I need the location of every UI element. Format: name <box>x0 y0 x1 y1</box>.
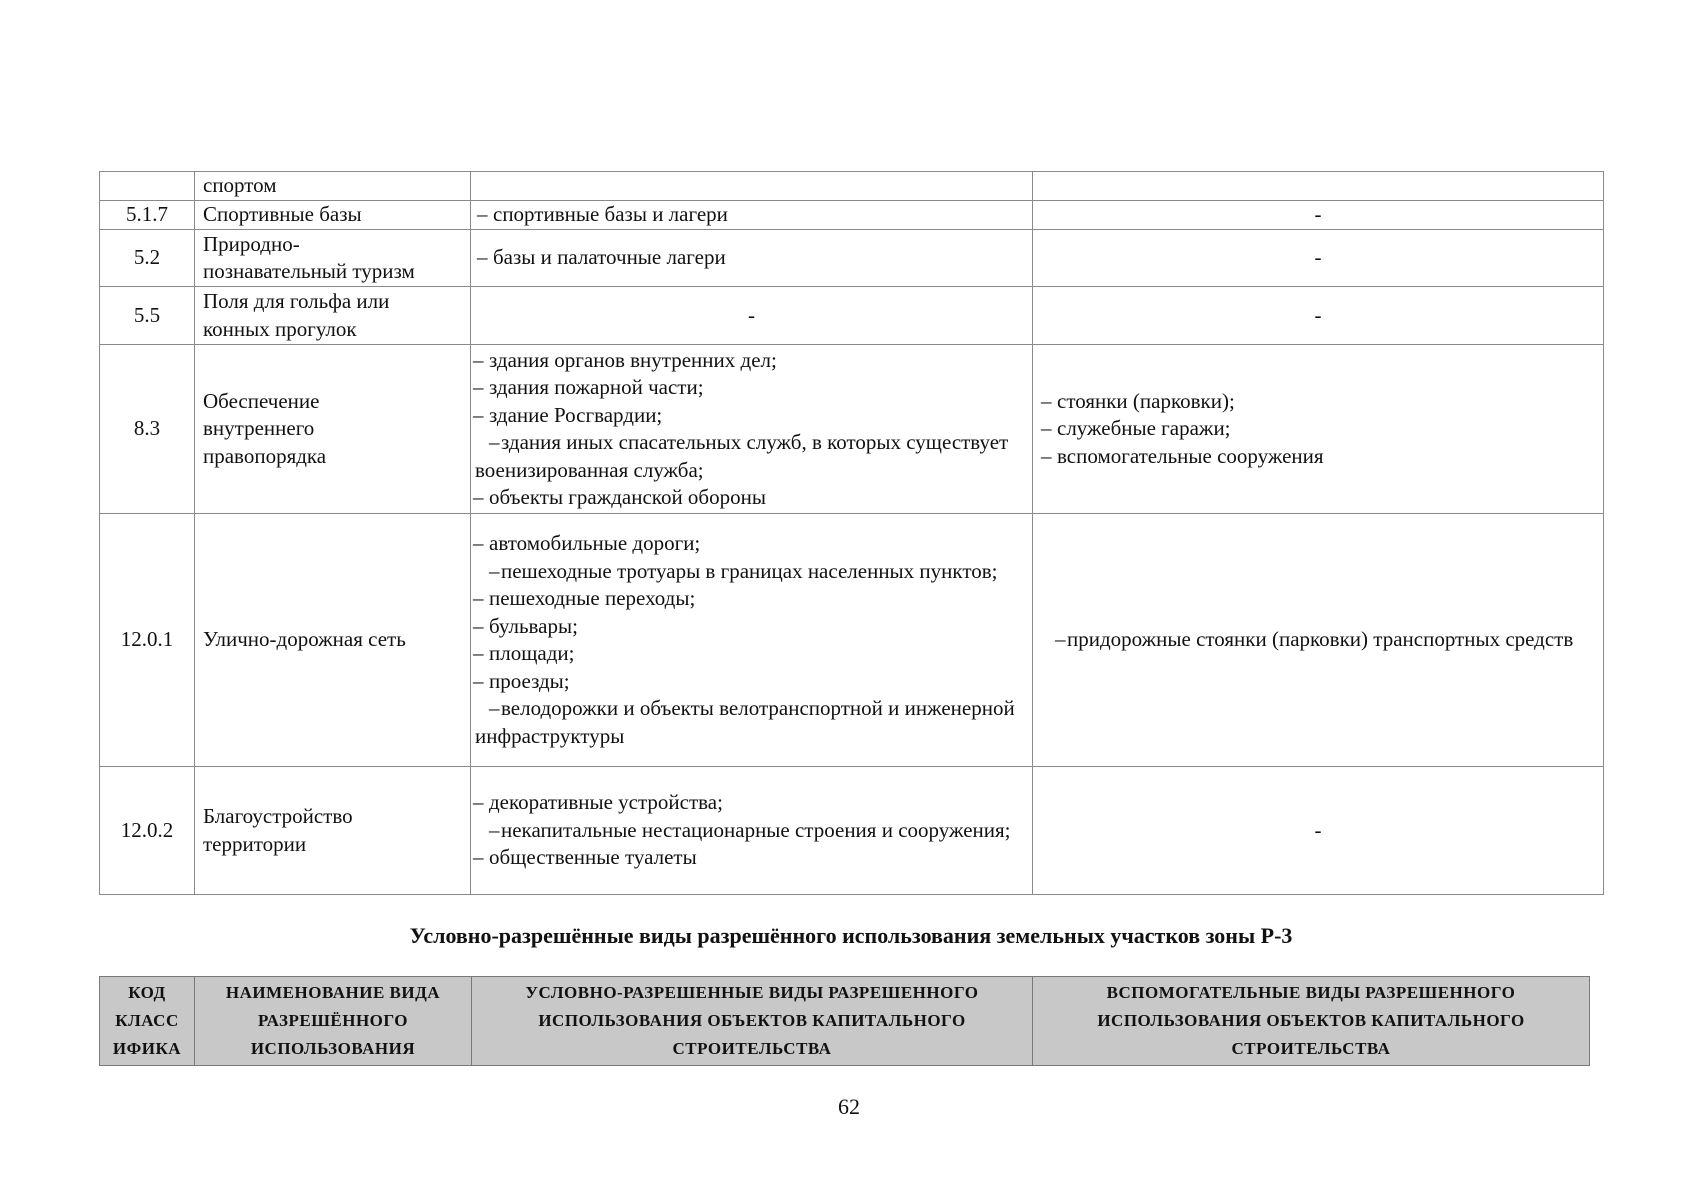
list-item: – вспомогательные сооружения <box>1041 443 1595 471</box>
name-line: внутреннего <box>203 416 315 441</box>
name-cell <box>195 345 471 514</box>
name-line: Обеспечение <box>203 388 320 413</box>
column-header-table <box>99 976 1590 1066</box>
list-item: – придорожные стоянки (парковки) транспортных средств <box>1041 626 1595 654</box>
list-item: – площади; <box>475 640 1024 668</box>
table-row <box>100 172 1604 201</box>
list-item: – декоративные устройства; <box>475 789 1024 817</box>
header-line: ИСПОЛЬЗОВАНИЯ ОБЪЕКТОВ КАПИТАЛЬНОГО <box>1097 1011 1525 1030</box>
code-cell: 5.1.7 <box>100 201 195 230</box>
main-uses-cell <box>471 767 1033 895</box>
name-cell <box>195 172 471 201</box>
name-line: Улично-дорожная сеть <box>203 627 406 652</box>
code-cell: 5.2 <box>100 230 195 287</box>
main-uses-cell <box>471 201 1033 230</box>
list-item: – общественные туалеты <box>475 844 1024 872</box>
header-line: СТРОИТЕЛЬСТВА <box>1231 1039 1391 1058</box>
header-name <box>195 977 472 1066</box>
main-uses-cell: - <box>471 287 1033 345</box>
list-item: – бульвары; <box>475 613 1024 641</box>
name-line: Поля для гольфа или <box>203 289 390 313</box>
header-line: КОД <box>128 983 166 1002</box>
page-number: 62 <box>838 1094 860 1119</box>
header-conditional-uses <box>472 977 1033 1066</box>
list-item: – пешеходные переходы; <box>475 585 1024 613</box>
aux-uses-cell <box>1033 345 1604 514</box>
header-line: ИСПОЛЬЗОВАНИЯ <box>250 1039 416 1058</box>
list-item: – базы и палаточные лагери <box>479 244 1024 272</box>
land-use-table <box>99 171 1604 895</box>
aux-uses-cell: - <box>1033 230 1604 287</box>
code-cell: 12.0.1 <box>100 514 195 767</box>
main-uses-cell <box>471 230 1033 287</box>
name-line: Спортивные базы <box>203 202 362 227</box>
header-line: ИСПОЛЬЗОВАНИЯ ОБЪЕКТОВ КАПИТАЛЬНОГО <box>538 1011 966 1030</box>
table-row <box>100 767 1604 895</box>
header-line: СТРОИТЕЛЬСТВА <box>672 1039 832 1058</box>
table-row <box>100 287 1604 345</box>
name-cell <box>195 201 471 230</box>
main-uses-cell <box>471 514 1033 767</box>
main-uses-cell <box>471 345 1033 514</box>
list-item: – спортивные базы и лагери <box>479 201 1024 229</box>
header-line: НАИМЕНОВАНИЕ ВИДА <box>225 983 441 1002</box>
list-item: – автомобильные дороги; <box>475 530 1024 558</box>
list-item: – стоянки (парковки); <box>1041 388 1595 416</box>
header-auxiliary-uses <box>1033 977 1590 1066</box>
name-line: территории <box>203 831 307 856</box>
list-item: – служебные гаражи; <box>1041 415 1595 443</box>
name-line: спортом <box>203 173 277 197</box>
list-item: – велодорожки и объекты велотранспортной и инженерной инфраструктуры <box>475 695 1024 750</box>
list-item: – здание Росгвардии; <box>475 402 1024 430</box>
code-cell: 5.5 <box>100 287 195 345</box>
code-cell: 12.0.2 <box>100 767 195 895</box>
table-row <box>100 230 1604 287</box>
list-item: – здания иных спасательных служб, в которых существует военизированная служба; <box>475 429 1024 484</box>
name-cell <box>195 287 471 345</box>
table-row <box>100 345 1604 514</box>
list-item: – проезды; <box>475 668 1024 696</box>
name-line: правопорядка <box>203 443 327 468</box>
table-row <box>100 514 1604 767</box>
header-line: УСЛОВНО-РАЗРЕШЕННЫЕ ВИДЫ РАЗРЕШЕННОГО <box>525 983 979 1002</box>
name-line: Природно- <box>203 231 300 256</box>
list-item: – некапитальные нестационарные строения и сооружения; <box>475 817 1024 845</box>
code-cell <box>100 172 195 201</box>
list-item: – объекты гражданской обороны <box>475 484 1024 512</box>
name-cell <box>195 230 471 287</box>
aux-uses-cell: - <box>1033 201 1604 230</box>
header-code <box>100 977 195 1066</box>
list-item: – здания органов внутренних дел; <box>475 347 1024 375</box>
header-line: ИФИКА <box>112 1039 182 1058</box>
name-cell <box>195 767 471 895</box>
aux-uses-cell: - <box>1033 767 1604 895</box>
code-cell: 8.3 <box>100 345 195 514</box>
aux-uses-cell <box>1033 514 1604 767</box>
header-line: КЛАСС <box>115 1011 179 1030</box>
name-cell <box>195 514 471 767</box>
header-row <box>100 977 1590 1066</box>
header-line: ВСПОМОГАТЕЛЬНЫЕ ВИДЫ РАЗРЕШЕННОГО <box>1106 983 1516 1002</box>
aux-uses-cell: - <box>1033 287 1604 345</box>
section-heading: Условно-разрешённые виды разрешённого использования земельных участков зоны Р-3 <box>409 923 1293 948</box>
list-item: – здания пожарной части; <box>475 374 1024 402</box>
name-line: познавательный туризм <box>203 259 415 283</box>
name-line: Благоустройство <box>203 804 353 828</box>
table-row <box>100 201 1604 230</box>
name-line: конных прогулок <box>203 316 357 341</box>
header-line: РАЗРЕШЁННОГО <box>257 1011 409 1030</box>
list-item: – пешеходные тротуары в границах населенных пунктов; <box>475 558 1024 586</box>
aux-uses-cell <box>1033 172 1604 201</box>
main-uses-cell <box>471 172 1033 201</box>
